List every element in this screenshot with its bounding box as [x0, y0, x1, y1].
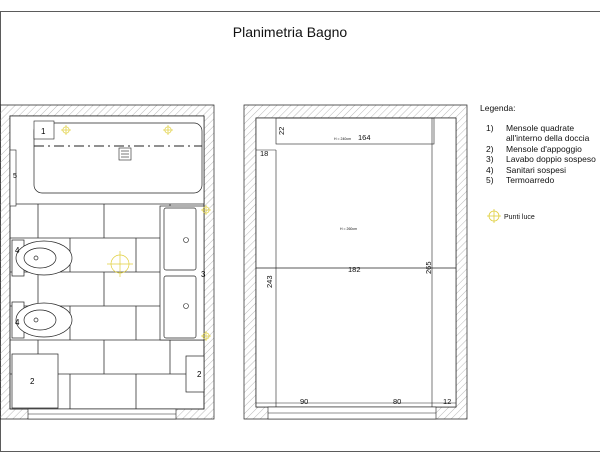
legend	[480, 103, 600, 221]
legend-item	[480, 175, 600, 186]
legend-num: 2)	[486, 143, 494, 154]
legend-text: Lavabo doppio sospeso	[506, 154, 596, 164]
wc-top	[12, 240, 72, 276]
label-shelf-left: 2	[30, 377, 35, 386]
dim-bottom-b: 80	[393, 397, 402, 406]
legend-item	[480, 154, 600, 165]
page-title: Planimetria Bagno	[232, 24, 348, 40]
wc-bottom	[12, 302, 72, 338]
note-center-height: H = 260cm	[340, 227, 358, 231]
dim-bottom-a: 90	[300, 397, 309, 406]
light-point	[107, 251, 133, 277]
label-wc-top: 4	[15, 246, 20, 255]
label-sink: 3	[201, 270, 206, 279]
plan-right	[244, 105, 467, 419]
label-radiator: 5	[13, 173, 17, 180]
dim-bottom-c: 12	[443, 397, 452, 406]
shower-tray	[34, 123, 202, 193]
legend-item	[480, 123, 600, 144]
legend-text: Sanitari sospesi	[506, 164, 567, 175]
legend-item	[480, 144, 600, 155]
dim-top-width: 164	[358, 133, 371, 142]
dim-right-height: 265	[424, 261, 433, 274]
legend-num: 5)	[486, 175, 494, 185]
legend-text: Mensole quadrate all'interno della doccia	[506, 122, 590, 143]
dim-left-small: 18	[260, 149, 269, 158]
plan-left	[0, 105, 214, 419]
legend-text: Mensole d'appoggio	[506, 143, 582, 154]
legend-light-icon	[487, 209, 501, 223]
legend-num: 4)	[486, 164, 494, 175]
label-shelf-right: 2	[197, 370, 202, 379]
legend-num: 3)	[486, 154, 494, 164]
shelf-bottom-left	[12, 354, 58, 408]
label-wc-bottom: 4	[15, 318, 20, 327]
legend-item	[480, 165, 600, 176]
legend-num: 1)	[486, 122, 494, 133]
label-shower-shelf: 1	[41, 127, 46, 136]
legend-lights	[504, 213, 535, 224]
sink-basin-bottom	[164, 276, 196, 338]
note-top-height: H = 240cm	[334, 137, 352, 141]
sink-basin-top	[164, 208, 196, 270]
dim-mid-width: 182	[348, 265, 361, 274]
dim-top-small: 22	[277, 126, 286, 135]
dim-left-height: 243	[265, 275, 274, 288]
legend-text: Termoarredo	[506, 175, 555, 185]
legend-lights-label: Punti luce	[504, 214, 535, 221]
legend-heading: Legenda:	[480, 103, 516, 113]
